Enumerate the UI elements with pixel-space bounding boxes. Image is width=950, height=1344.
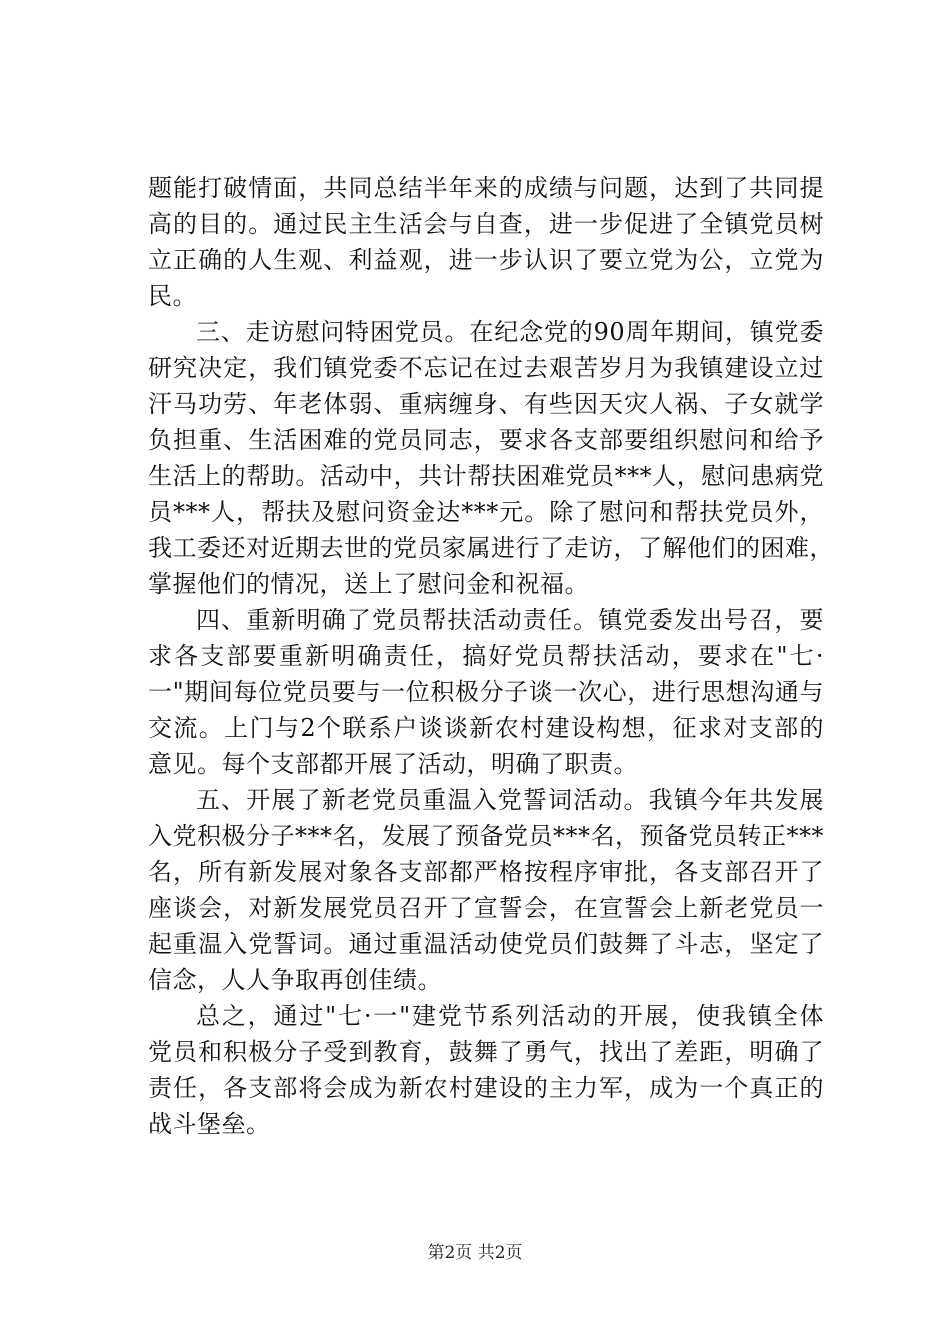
text-line: 党员和积极分子受到教育，鼓舞了勇气，找出了差距，明确了 [148, 1038, 824, 1066]
text-line: 一"期间每位党员要与一位积极分子谈一次心，进行思想沟通与 [148, 678, 824, 706]
text-line: 题能打破情面，共同总结半年来的成绩与问题，达到了共同提 [148, 174, 824, 202]
paragraph-3 [148, 602, 824, 782]
document-body [148, 170, 834, 1142]
text-line: 求各支部要重新明确责任，搞好党员帮扶活动，要求在"七· [148, 642, 824, 670]
text-line: 民。 [148, 282, 197, 310]
text-line: 起重温入党誓词。通过重温活动使党员们鼓舞了斗志，坚定了 [148, 930, 824, 958]
text-line: 汗马功劳、年老体弱、重病缠身、有些因天灾人祸、子女就学 [148, 390, 824, 418]
text-line: 总之，通过"七·一"建党节系列活动的开展，使我镇全体 [196, 1002, 824, 1030]
text-line: 名，所有新发展对象各支部都严格按程序审批，各支部召开了 [148, 858, 824, 886]
text-line: 研究决定，我们镇党委不忘记在过去艰苦岁月为我镇建设立过 [148, 354, 824, 382]
paragraph-1 [148, 170, 824, 314]
text-line: 立正确的人生观、利益观，进一步认识了要立党为公，立党为 [148, 246, 824, 274]
text-line: 交流。上门与2个联系户谈谈新农村建设构想，征求对支部的 [148, 714, 824, 742]
text-line: 掌握他们的情况，送上了慰问金和祝福。 [148, 570, 589, 598]
text-line: 座谈会，对新发展党员召开了宣誓会，在宣誓会上新老党员一 [148, 894, 824, 922]
paragraph-2 [148, 314, 834, 602]
text-line: 高的目的。通过民主生活会与自查，进一步促进了全镇党员树 [148, 210, 824, 238]
page-number-footer: 第2页 共2页 [427, 1243, 523, 1263]
text-line: 四、重新明确了党员帮扶活动责任。镇党委发出号召，要 [196, 606, 824, 634]
text-line: 意见。每个支部都开展了活动，明确了职责。 [148, 750, 638, 778]
text-line: 生活上的帮助。活动中，共计帮扶困难党员***人，慰问患病党 [148, 462, 824, 490]
text-line: 信念，人人争取再创佳绩。 [148, 966, 442, 994]
text-line: 负担重、生活困难的党员同志，要求各支部要组织慰问和给予 [148, 426, 824, 454]
text-line: 三、走访慰问特困党员。在纪念党的90周年期间，镇党委 [196, 318, 824, 346]
paragraph-4 [148, 782, 824, 998]
text-line: 入党积极分子***名，发展了预备党员***名，预备党员转正*** [148, 822, 824, 850]
text-line: 责任，各支部将会成为新农村建设的主力军，成为一个真正的 [148, 1074, 824, 1102]
text-line: 我工委还对近期去世的党员家属进行了走访，了解他们的困难， [148, 534, 834, 562]
text-line: 战斗堡垒。 [148, 1110, 271, 1138]
paragraph-5 [148, 998, 824, 1142]
text-line: 员***人，帮扶及慰问资金达***元。除了慰问和帮扶党员外， [148, 498, 824, 526]
text-line: 五、开展了新老党员重温入党誓词活动。我镇今年共发展 [196, 786, 824, 814]
